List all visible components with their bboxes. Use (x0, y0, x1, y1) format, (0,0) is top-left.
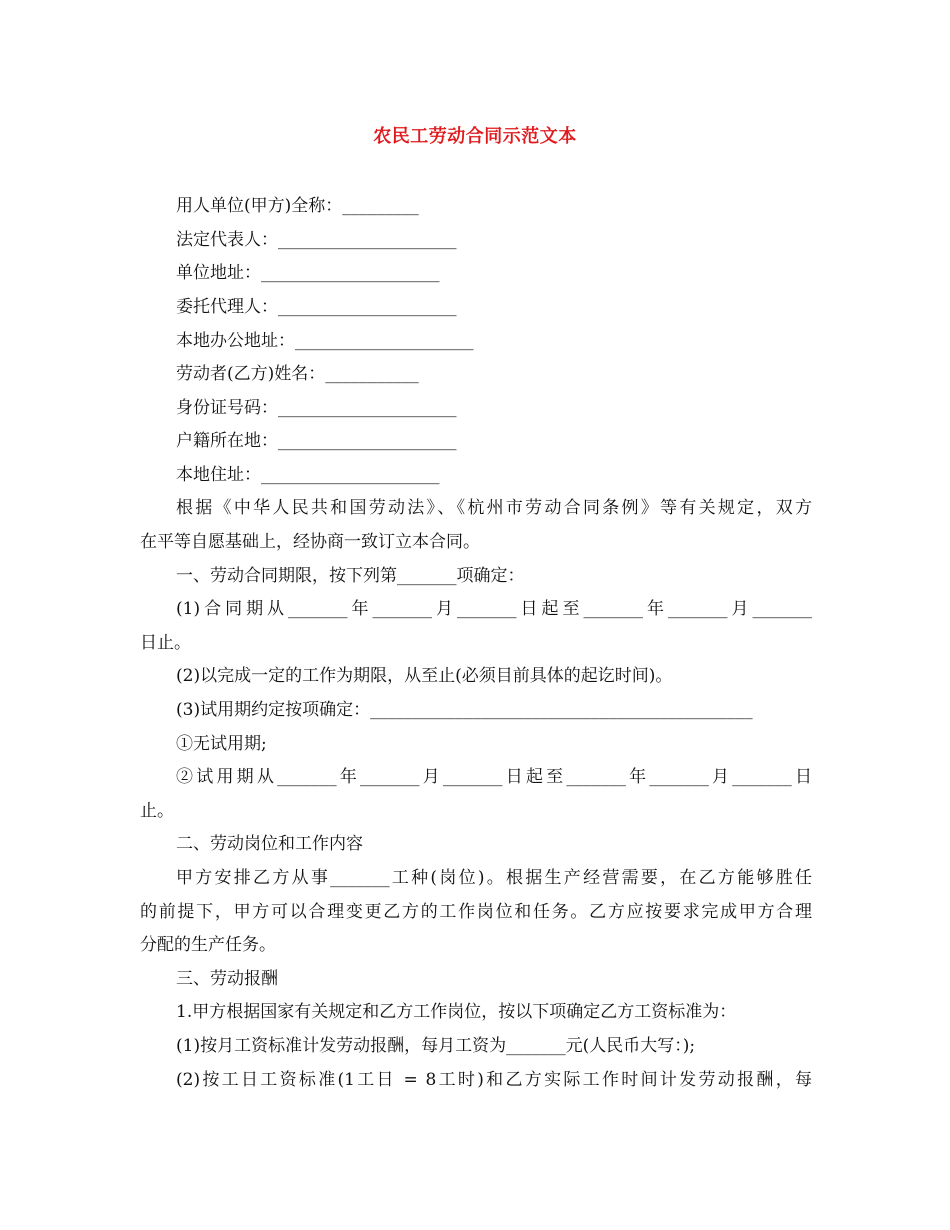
document-title: 农民工劳动合同示范文本 (373, 126, 577, 147)
pay-option-daily: (2)按工日工资标准(1工日 = 8工时)和乙方实际工作时间计发劳动报酬，每 (176, 1070, 812, 1090)
field-authorized-agent: 委托代理人：_____________________ (176, 297, 457, 317)
paragraph-pay-1: 1.甲方根据国家有关规定和乙方工作岗位，按以下项确定乙方工资标准为： (176, 1002, 737, 1022)
section-heading-pay: 三、劳动报酬 (176, 969, 278, 989)
field-id-number: 身份证号码：_____________________ (176, 398, 457, 418)
field-legal-representative: 法定代表人：_____________________ (176, 230, 457, 250)
term-option-3: (3)试用期约定按项确定：_____________________________________________ (176, 700, 753, 720)
term-option-1: (1)合同期从_______年_______月_______日起至_______年_______月_______ (176, 599, 812, 619)
field-employer-address: 单位地址：_____________________ (176, 263, 440, 283)
field-local-address: 本地住址：_____________________ (176, 465, 440, 485)
paragraph-legal-basis: 根据《中华人民共和国劳动法》、《杭州市劳动合同条例》等有关规定，双方 (176, 498, 812, 518)
field-worker-name: 劳动者(乙方)姓名：___________ (176, 364, 419, 384)
section-heading-position: 二、劳动岗位和工作内容 (176, 834, 363, 854)
probation-option-period: ②试用期从_______年_______月_______日起至_______年_______月_______日 (176, 767, 812, 787)
probation-option-none: ①无试用期; (176, 734, 267, 754)
field-household-registration: 户籍所在地：_____________________ (176, 431, 457, 451)
paragraph-position-cont-1: 的前提下，甲方可以合理变更乙方的工作岗位和任务。乙方应按要求完成甲方合理 (140, 902, 812, 922)
paragraph-position-cont-2: 分配的生产任务。 (140, 935, 276, 955)
probation-option-period-cont: 止。 (140, 801, 174, 821)
paragraph-position: 甲方安排乙方从事_______工种(岗位)。根据生产经营需要，在乙方能够胜任 (176, 868, 812, 888)
field-local-office-address: 本地办公地址：_____________________ (176, 331, 474, 351)
term-option-2: (2)以完成一定的工作为期限，从至止(必须目前具体的起讫时间)。 (176, 666, 673, 686)
field-employer-name: 用人单位(甲方)全称：_________ (176, 196, 419, 216)
term-option-1-cont: 日止。 (140, 633, 191, 653)
section-heading-term: 一、劳动合同期限，按下列第_______项确定： (176, 566, 525, 586)
pay-option-monthly: (1)按月工资标准计发劳动报酬，每月工资为_______元(人民币大写：); (176, 1036, 696, 1056)
paragraph-legal-basis-cont: 在平等自愿基础上，经协商一致订立本合同。 (140, 532, 480, 552)
